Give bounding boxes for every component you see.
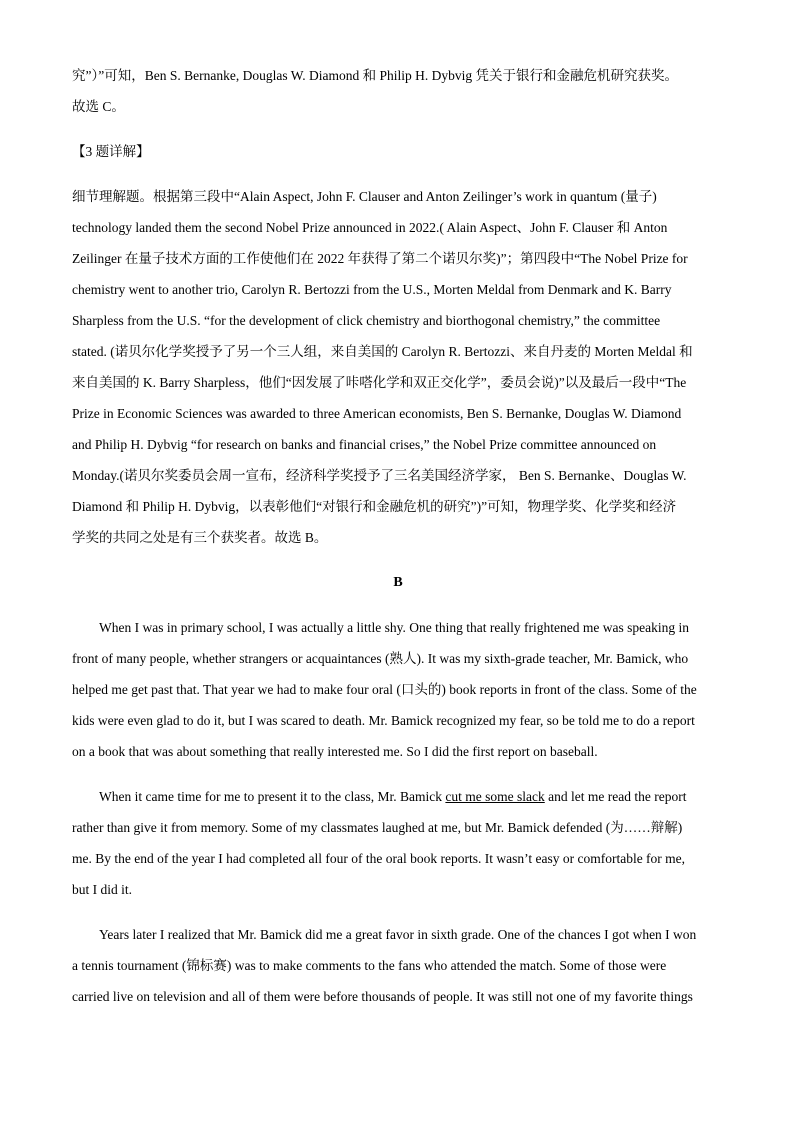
passage-paragraph-3 — [72, 919, 724, 1012]
text-line: Years later I realized that Mr. Bamick did me a great favor in sixth grade. One of the chances I got when I won — [99, 927, 697, 942]
underlined-phrase: cut me some slack — [445, 789, 545, 804]
q3-explanation — [72, 181, 724, 553]
text-run: When it came time for me to present it to the class, Mr. Bamick — [99, 789, 446, 804]
text-line: front of many people, whether strangers or acquaintances (熟人). It was my sixth-grade teacher, Mr. Bamick, who — [72, 651, 689, 666]
passage-paragraph-1 — [72, 612, 724, 767]
text-line: 来自美国的 K. Barry Sharpless，他们“因发展了咔嗒化学和双正交化学”，委员会说)”以及最后一段中“The — [72, 375, 687, 390]
text-line: and Philip H. Dybvig “for research on banks and financial crises,” the Nobel Prize committee announced on — [72, 437, 657, 452]
text-line — [72, 781, 724, 812]
text-line: stated. (诺贝尔化学奖授予了另一个三人组，来自美国的 Carolyn R. Bertozzi、来自丹麦的 Morten Meldal 和 — [72, 344, 693, 359]
text-line: carried live on television and all of them were before thousands of people. It was still not one of my favorite things — [72, 989, 693, 1004]
text-line: Monday.(诺贝尔奖委员会周一宣布，经济科学奖授予了三名美国经济学家， Ben S. Bernanke、Douglas W. — [72, 468, 687, 483]
text-line: chemistry went to another trio, Carolyn R. Bertozzi from the U.S., Morten Meldal from Denmark and K. Barry — [72, 282, 672, 297]
section-b-title: B — [393, 575, 403, 590]
text-line: a tennis tournament (锦标赛) was to make comments to the fans who attended the match. Some of those were — [72, 958, 667, 973]
text-line: helped me get past that. That year we had to make four oral (口头的) book reports in front of the class. Some of the — [72, 682, 697, 697]
text-line: kids were even glad to do it, but I was scared to death. Mr. Bamick recognized my fear, so be told me to do a report — [72, 713, 695, 728]
text-line: technology landed them the second Nobel Prize announced in 2022.( Alain Aspect、John F. Clauser 和 Anton — [72, 220, 668, 235]
intro-paragraph — [72, 60, 724, 122]
text-line: Zeilinger 在量子技术方面的工作使他们在 2022 年获得了第二个诺贝尔奖)”；第四段中“The Nobel Prize for — [72, 251, 688, 266]
text-line: Diamond 和 Philip H. Dybvig，以表彰他们“对银行和金融危机的研究”)”可知，物理学奖、化学奖和经济 — [72, 499, 677, 514]
text-line: rather than give it from memory. Some of my classmates laughed at me, but Mr. Bamick defended (为……辩解) — [72, 820, 683, 835]
q3-heading: 【3 题详解】 — [72, 144, 150, 159]
text-line: 细节理解题。根据第三段中“Alain Aspect, John F. Clauser and Anton Zeilinger’s work in quantum (量子) — [72, 189, 657, 204]
text-line: but I did it. — [72, 882, 132, 897]
text-run: and let me read the report — [544, 789, 687, 804]
text-line: Sharpless from the U.S. “for the development of click chemistry and biorthogonal chemistry,” the committee — [72, 313, 661, 328]
text-line: 学奖的共同之处是有三个获奖者。故选 B。 — [72, 530, 328, 545]
text-line: on a book that was about something that really interested me. So I did the first report on baseball. — [72, 744, 598, 759]
text-line: 究”）”可知，Ben S. Bernanke, Douglas W. Diamond 和 Philip H. Dybvig 凭关于银行和金融危机研究获奖。 — [72, 68, 678, 83]
text-line: When I was in primary school, I was actually a little shy. One thing that really frightened me was speaking in — [99, 620, 689, 635]
document-page — [72, 60, 724, 1012]
text-line: me. By the end of the year I had completed all four of the oral book reports. It wasn’t easy or comfortable for me, — [72, 851, 686, 866]
text-line: Prize in Economic Sciences was awarded to three American economists, Ben S. Bernanke, Douglas W. Diamond — [72, 406, 682, 421]
text-line: 故选 C。 — [72, 99, 125, 114]
passage-paragraph-2 — [72, 781, 724, 905]
